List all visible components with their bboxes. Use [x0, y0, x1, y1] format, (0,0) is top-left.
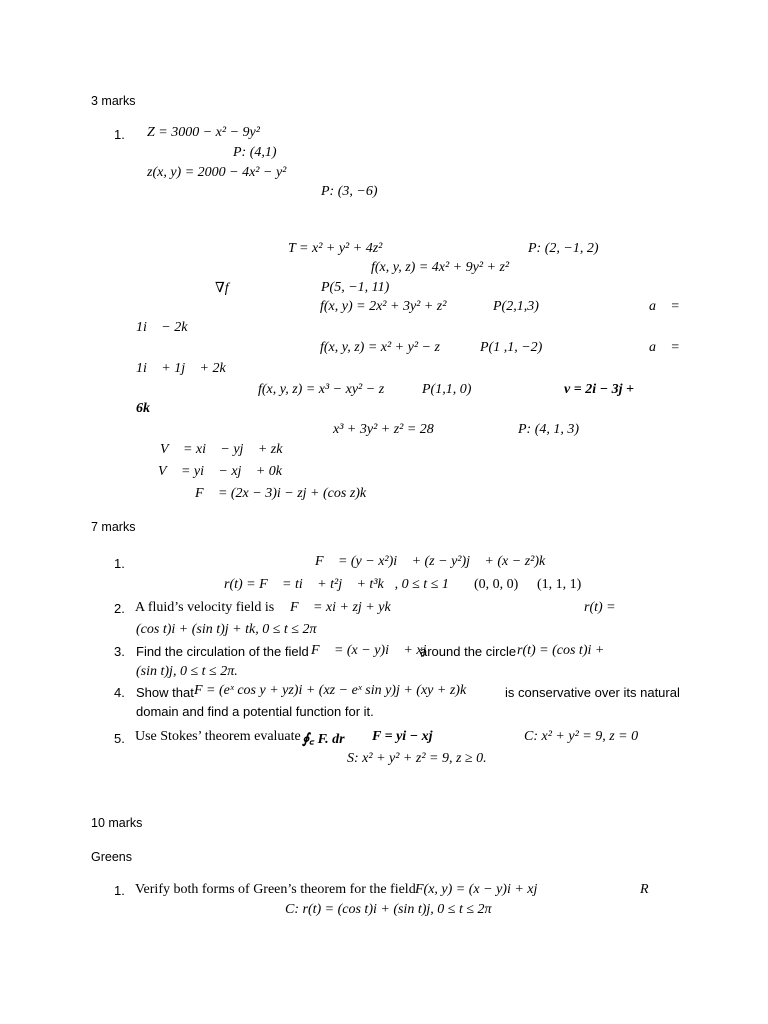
field-F-q4: F = (eˣ cos y + yz)i + (xz − eˣ sin y)j + (xy + z)k [194, 683, 467, 698]
equation-f-4x2: f(x, y, z) = 4x² + 9y² + z² [371, 260, 510, 275]
field-F-greens: F(x, y) = (x − y)i + xj [415, 882, 538, 897]
path-r-value-q2: (cos t)i + (sin t)j + tk, 0 ≤ t ≤ 2π [136, 622, 317, 637]
question-2-text: A fluid’s velocity field is [135, 600, 275, 615]
line-integral: ∮꜀ F. dr [302, 732, 345, 747]
point-origin: (0, 0, 0) [474, 577, 519, 592]
curve-C-greens: C: r(t) = (cos t)i + (sin t)j, 0 ≤ t ≤ 2π [285, 902, 492, 917]
surface-S-q5: S: x² + y² + z² = 9, z ≥ 0. [347, 751, 487, 766]
section-heading-7-marks: 7 marks [91, 520, 136, 534]
path-r-q3-cont: (sin t)j, 0 ≤ t ≤ 2π. [136, 664, 238, 679]
path-r-q1: r(t) = F⃗ = ti⃗ + t²j⃗ + t³k⃗, 0 ≤ t ≤ 1 [224, 577, 449, 592]
question-number: 4. [114, 685, 125, 700]
field-F-q1: F⃗ = (y − x²)i⃗ + (z − y²)j⃗ + (x − z²)k⃗ [315, 554, 557, 569]
section-heading-greens: Greens [91, 850, 132, 864]
question-4-text-end: is conservative over its natural [505, 685, 680, 700]
vector-a-label: a⃗ = [649, 299, 680, 314]
question-number: 1. [114, 883, 125, 898]
region-R: R [640, 882, 649, 897]
equation-f-2x2: f(x, y) = 2x² + 3y² + z² [320, 299, 447, 314]
equation-z-xy: z(x, y) = 2000 − 4x² − y² [147, 165, 287, 180]
vector-field-F: F⃗ = (2x − 3)i − zj + (cos z)k [195, 486, 367, 501]
curve-C-q5: C: x² + y² = 9, z = 0 [524, 729, 639, 744]
question-5-text: Use Stokes’ theorem evaluate [135, 729, 301, 744]
field-F-q2: F⃗ = xi + zj + yk [290, 600, 391, 615]
point-1-1-1: (1, 1, 1) [537, 577, 582, 592]
vector-field-V2: V⃗ = yi⃗ − xj⃗ + 0k⃗ [158, 464, 293, 479]
vector-v-value: 6k [136, 401, 150, 416]
question-number: 2. [114, 601, 125, 616]
point-P-4-1-3: P: (4, 1, 3) [518, 422, 580, 437]
vector-field-V1: V⃗ = xi⃗ − yj⃗ + zk⃗ [160, 442, 294, 457]
question-number: 3. [114, 644, 125, 659]
section-heading-10-marks: 10 marks [91, 816, 143, 830]
point-P-5-neg1-11: P(5, −1, 11) [321, 280, 390, 295]
point-P-4-1: P: (4,1) [233, 145, 277, 160]
point-P-1-1-neg2: P(1 ,1, −2) [480, 340, 543, 355]
point-P-2-neg1-2: P: (2, −1, 2) [528, 241, 599, 256]
vector-v-label: v = 2i − 3j + [564, 382, 634, 397]
point-P-3-neg6: P: (3, −6) [321, 184, 378, 199]
question-number: 1. [114, 127, 125, 142]
field-F-q3: F⃗ = (x − y)i⃗ + xj⃗ [311, 643, 438, 658]
equation-f-x3: f(x, y, z) = x³ − xy² − z [258, 382, 385, 397]
vector-a-label: a⃗ = [649, 340, 680, 355]
gradient-symbol: ∇f [215, 281, 229, 296]
path-r-q3: r(t) = (cos t)i + [517, 643, 605, 658]
vector-a-value: 1i⃗ − 2k⃗ [136, 320, 199, 335]
greens-question-text: Verify both forms of Green’s theorem for the field [135, 882, 416, 897]
equation-surface: x³ + 3y² + z² = 28 [333, 422, 434, 437]
field-F-q5: F = yi − xj [372, 729, 433, 744]
point-P-1-1-0: P(1,1, 0) [422, 382, 472, 397]
equation-Z: Z = 3000 − x² − 9y² [147, 125, 260, 140]
question-4-text-cont: domain and find a potential function for it. [136, 704, 374, 719]
equation-f-x2-y2-z: f(x, y, z) = x² + y² − z [320, 340, 440, 355]
equation-T: T = x² + y² + 4z² [288, 241, 383, 256]
point-P-2-1-3: P(2,1,3) [493, 299, 539, 314]
question-4-text: Show that [136, 685, 194, 700]
question-3-text: Find the circulation of the field [136, 644, 309, 659]
question-number: 1. [114, 556, 125, 571]
question-3-text-mid: around the circle [420, 644, 517, 659]
question-number: 5. [114, 731, 125, 746]
section-heading-3-marks: 3 marks [91, 94, 136, 108]
vector-a-value: 1i⃗ + 1j⃗ + 2k⃗ [136, 361, 237, 376]
path-r-label-q2: r(t) = [584, 600, 616, 615]
